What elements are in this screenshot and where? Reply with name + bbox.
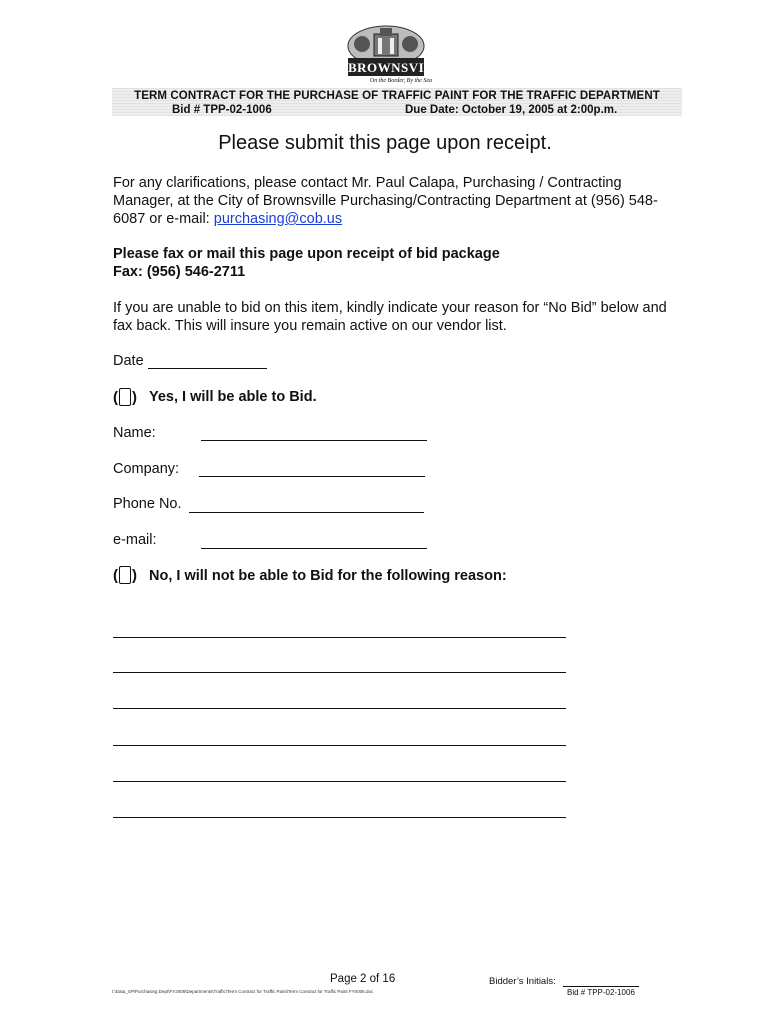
- yes-option-label: Yes, I will be able to Bid.: [149, 389, 317, 405]
- bid-number: Bid # TPP-02-1006: [172, 104, 272, 116]
- name-field[interactable]: [201, 440, 427, 441]
- date-field[interactable]: [148, 368, 267, 369]
- footer-bid-number: Bid # TPP-02-1006: [567, 988, 635, 997]
- page-number: Page 2 of 16: [330, 973, 396, 985]
- page-heading: Please submit this page upon receipt.: [218, 132, 552, 154]
- no-checkbox[interactable]: ( ): [113, 566, 137, 584]
- fax-instructions: Please fax or mail this page upon receipt of bid package: [113, 246, 500, 262]
- reason-line[interactable]: [113, 672, 566, 673]
- phone-field[interactable]: [189, 512, 424, 513]
- date-label: Date: [113, 353, 144, 369]
- due-date: Due Date: October 19, 2005 at 2:00p.m.: [405, 104, 618, 116]
- name-label: Name:: [113, 425, 156, 441]
- email-label: e-mail:: [113, 532, 157, 548]
- file-path: I:\Data_SP\Purchasing Dept\FY2006\Departments\Traffic\Term Contract for Traffic Paint\Term Contract for Traffic Paint FY0006.doc: [112, 989, 374, 994]
- contact-paragraph: [113, 174, 673, 228]
- phone-label: Phone No.: [113, 496, 182, 512]
- logo-tagline: On the Border, By the Sea: [369, 78, 432, 84]
- company-field[interactable]: [199, 476, 425, 477]
- reason-line[interactable]: [113, 745, 566, 746]
- bidder-initials-label: Bidder’s Initials:: [489, 976, 556, 987]
- reason-line[interactable]: [113, 708, 566, 709]
- no-option-label: No, I will not be able to Bid for the following reason:: [149, 568, 507, 584]
- logo-name: BROWNSVILLE: [348, 60, 452, 75]
- company-label: Company:: [113, 461, 180, 477]
- no-bid-instructions: If you are unable to bid on this item, kindly indicate your reason for “No Bid” below and fax back. This will insure you remain active on our vendor list.: [113, 300, 667, 334]
- reason-line[interactable]: [113, 817, 566, 818]
- email-link[interactable]: purchasing@cob.us: [213, 211, 343, 227]
- yes-checkbox[interactable]: ( ): [113, 388, 137, 406]
- contact-text: For any clarifications, please contact Mr. Paul Calapa, Purchasing / Contracting Manager, at the City of Brownsville Purchasing/Contracting Department at (956) 548-6087 or e-mail:: [113, 175, 658, 227]
- reason-line[interactable]: [113, 637, 566, 638]
- initials-field[interactable]: [563, 986, 639, 987]
- email-field[interactable]: [201, 548, 427, 549]
- reason-line[interactable]: [113, 781, 566, 782]
- brownsville-logo: [340, 24, 452, 90]
- contract-title: TERM CONTRACT FOR THE PURCHASE OF TRAFFIC PAINT FOR THE TRAFFIC DEPARTMENT: [134, 90, 660, 102]
- fax-number: Fax: (956) 546-2711: [113, 264, 246, 280]
